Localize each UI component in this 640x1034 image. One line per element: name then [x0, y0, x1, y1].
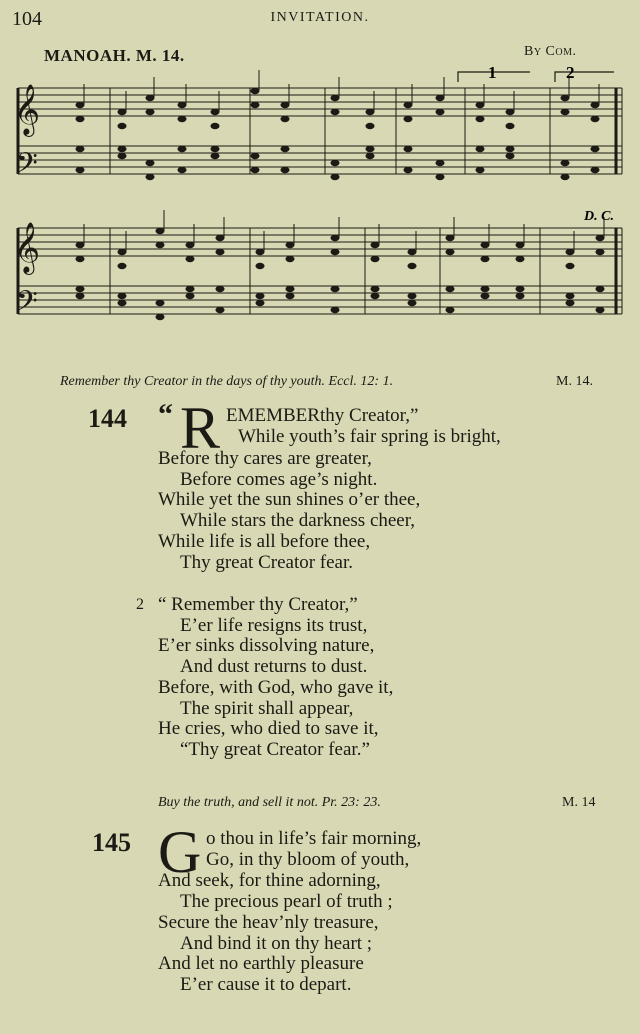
note-head: [216, 286, 225, 292]
hymn-145-number: 145: [92, 828, 131, 857]
note-head: [566, 263, 575, 269]
note-head: [371, 256, 380, 262]
note-head: [591, 146, 600, 152]
note-head: [146, 95, 155, 101]
note-head: [186, 286, 195, 292]
note-head: [76, 146, 85, 152]
note-head: [436, 174, 445, 180]
note-head: [76, 116, 85, 122]
note-head: [566, 300, 575, 306]
note-head: [331, 95, 340, 101]
note-head: [118, 249, 127, 255]
staff-lines: [18, 88, 622, 314]
note-head: [366, 109, 375, 115]
note-head: [331, 286, 340, 292]
note-head: [561, 174, 570, 180]
note-head: [156, 314, 165, 320]
note-head: [481, 242, 490, 248]
note-head: [506, 153, 515, 159]
note-head: [476, 146, 485, 152]
hymn-144-number: 144: [88, 404, 127, 433]
note-head: [178, 167, 187, 173]
note-head: [516, 256, 525, 262]
note-head: [281, 167, 290, 173]
note-head: [596, 286, 605, 292]
treble-clef-icon: 𝄞: [14, 84, 41, 135]
stanza-line: And let no earthly pleasure: [158, 953, 364, 974]
note-head: [516, 286, 525, 292]
ending-brackets: [458, 72, 614, 82]
note-head: [256, 293, 265, 299]
hymn-144-epigraph: Remember thy Creator in the days of thy youth. Eccl. 12: 1.: [60, 374, 394, 389]
note-head: [516, 293, 525, 299]
open-quote: “: [158, 398, 173, 431]
note-head: [286, 242, 295, 248]
note-head: [596, 235, 605, 241]
music-score: [10, 58, 630, 338]
note-head: [366, 153, 375, 159]
note-head: [331, 160, 340, 166]
note-head: [408, 263, 417, 269]
note-head: [256, 263, 265, 269]
note-head: [408, 300, 417, 306]
note-head: [156, 300, 165, 306]
note-head: [178, 116, 187, 122]
note-head: [76, 167, 85, 173]
stanza-line: While youth’s fair spring is bright,: [238, 426, 501, 447]
note-head: [366, 123, 375, 129]
stanza-line: E’er life resigns its trust,: [180, 615, 368, 636]
note-head: [251, 102, 260, 108]
note-head: [516, 242, 525, 248]
note-head: [76, 242, 85, 248]
note-head: [436, 109, 445, 115]
note-head: [596, 307, 605, 313]
note-head: [286, 286, 295, 292]
note-head: [331, 109, 340, 115]
note-head: [331, 307, 340, 313]
note-head: [118, 146, 127, 152]
note-head: [146, 160, 155, 166]
stanza-line: While yet the sun shines o’er thee,: [158, 489, 421, 510]
note-head: [331, 249, 340, 255]
ending-1-label: 1: [488, 63, 497, 82]
note-head: [251, 167, 260, 173]
page-number: 104: [12, 8, 42, 30]
note-head: [186, 242, 195, 248]
stanza-line: The precious pearl of truth ;: [180, 891, 393, 912]
hymn-145-meter: M. 14: [562, 795, 596, 810]
note-head: [211, 146, 220, 152]
note-head: [404, 102, 413, 108]
note-head: [371, 286, 380, 292]
note-head: [481, 286, 490, 292]
composer-credit: By Com.: [524, 44, 577, 59]
stanza-line: E’er sinks dissolving nature,: [158, 635, 375, 656]
note-head: [251, 88, 260, 94]
stanza-line: “ Remember thy Creator,”: [158, 594, 358, 615]
note-head: [256, 300, 265, 306]
stanza-line: o thou in life’s fair morning,: [206, 828, 422, 849]
dropcap-g: G: [158, 819, 202, 885]
treble-clef-icon: 𝄞: [14, 222, 41, 273]
note-head: [446, 249, 455, 255]
note-head: [178, 146, 187, 152]
note-head: [256, 249, 265, 255]
note-head: [481, 293, 490, 299]
note-head: [404, 146, 413, 152]
stanza-line: Secure the heav’nly treasure,: [158, 912, 379, 933]
note-head: [281, 116, 290, 122]
note-head: [76, 256, 85, 262]
note-head: [408, 249, 417, 255]
stanza-line: And seek, for thine adorning,: [158, 870, 381, 891]
stanza-line: He cries, who died to save it,: [158, 718, 379, 739]
note-head: [404, 116, 413, 122]
note-head: [281, 102, 290, 108]
note-head: [506, 109, 515, 115]
dropcap-r: R: [180, 395, 221, 461]
note-head: [476, 116, 485, 122]
note-head: [446, 307, 455, 313]
note-head: [436, 160, 445, 166]
note-head: [211, 109, 220, 115]
note-head: [146, 174, 155, 180]
note-head: [286, 256, 295, 262]
note-head: [331, 174, 340, 180]
stanza-line: Go, in thy bloom of youth,: [206, 849, 410, 870]
first-word-rest: EMEMBER: [226, 405, 320, 426]
note-head: [591, 102, 600, 108]
note-head: [436, 95, 445, 101]
note-head: [561, 95, 570, 101]
note-head: [211, 153, 220, 159]
note-head: [566, 249, 575, 255]
stanza-line: Before comes age’s night.: [180, 469, 378, 490]
note-head: [446, 286, 455, 292]
running-title: INVITATION.: [270, 10, 370, 25]
note-head: [446, 235, 455, 241]
note-head: [561, 109, 570, 115]
stanza-line: While stars the darkness cheer,: [180, 510, 416, 531]
note-head: [156, 242, 165, 248]
hymn-145-epigraph: Buy the truth, and sell it not. Pr. 23: 23.: [158, 795, 381, 810]
stanza-line: E’er cause it to depart.: [180, 974, 352, 995]
note-head: [186, 256, 195, 262]
stanza-line: The spirit shall appear,: [180, 698, 354, 719]
note-head: [118, 293, 127, 299]
dc-mark: D. C.: [584, 209, 614, 224]
bass-clef-icon: 𝄢: [16, 285, 38, 325]
note-head: [591, 167, 600, 173]
note-head: [366, 146, 375, 152]
bass-clef-icon: 𝄢: [16, 147, 38, 187]
stanza-line: Thy great Creator fear.: [180, 552, 354, 573]
note-head: [156, 228, 165, 234]
note-head: [118, 300, 127, 306]
note-head: [371, 242, 380, 248]
note-head: [566, 293, 575, 299]
note-head: [118, 153, 127, 159]
note-head: [281, 146, 290, 152]
hymn-144-meter: M. 14.: [556, 374, 593, 389]
note-head: [118, 263, 127, 269]
note-head: [331, 235, 340, 241]
note-head: [211, 123, 220, 129]
note-head: [251, 153, 260, 159]
tune-name: MANOAH. M. 14.: [44, 46, 185, 65]
note-head: [561, 160, 570, 166]
note-head: [506, 146, 515, 152]
note-head: [506, 123, 515, 129]
note-head: [118, 123, 127, 129]
note-head: [591, 116, 600, 122]
stanza-line: “Thy great Creator fear.”: [180, 739, 370, 760]
note-head: [76, 286, 85, 292]
note-head: [371, 293, 380, 299]
note-head: [186, 293, 195, 299]
note-head: [146, 109, 155, 115]
stanza-line: While life is all before thee,: [158, 531, 371, 552]
stanza-line: And dust returns to dust.: [180, 656, 368, 677]
stanza-line: Before thy cares are greater,: [158, 448, 372, 469]
note-heads: [76, 70, 605, 320]
note-head: [476, 167, 485, 173]
note-head: [481, 256, 490, 262]
note-head: [178, 102, 187, 108]
note-head: [216, 249, 225, 255]
note-head: [408, 293, 417, 299]
note-head: [76, 293, 85, 299]
note-head: [404, 167, 413, 173]
stanza-line: Before, with God, who gave it,: [158, 677, 394, 698]
note-head: [286, 293, 295, 299]
note-head: [118, 109, 127, 115]
stanza-line: And bind it on thy heart ;: [180, 933, 373, 954]
stanza-line: thy Creator,”: [320, 405, 419, 426]
ending-2-label: 2: [566, 63, 575, 82]
note-head: [476, 102, 485, 108]
note-head: [596, 249, 605, 255]
note-head: [216, 235, 225, 241]
note-head: [76, 102, 85, 108]
note-head: [216, 307, 225, 313]
stanza-number: 2: [136, 596, 144, 613]
